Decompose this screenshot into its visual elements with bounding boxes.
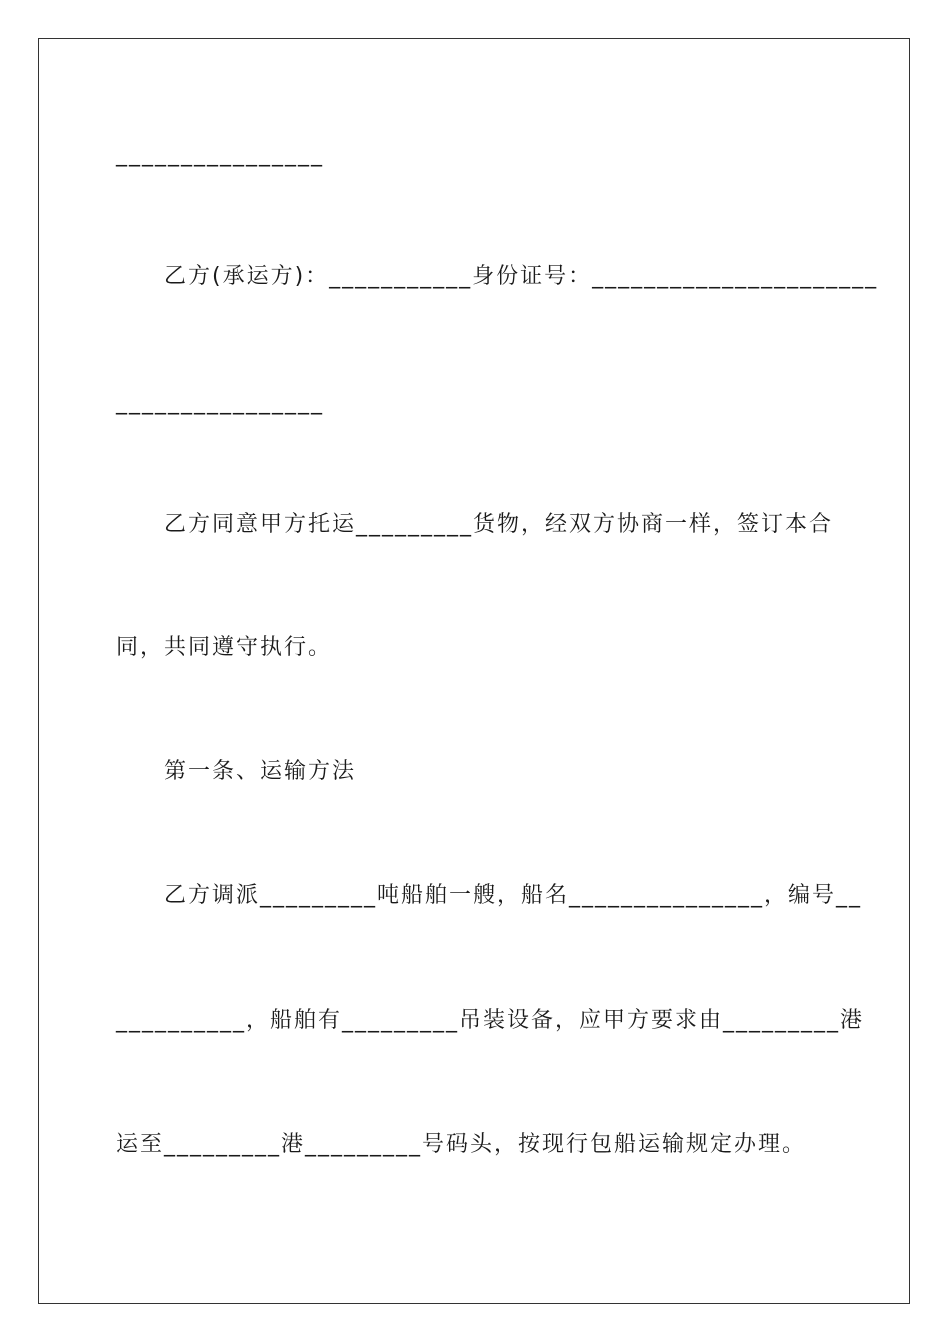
page-border bbox=[38, 38, 910, 1304]
blank-line-2: ________________ bbox=[116, 390, 324, 415]
party-b-carrier-line: 乙方(承运方)：___________身份证号：______________________ bbox=[164, 264, 879, 289]
article-one-line-1: 乙方调派_________吨船舶一艘，船名_______________，编号__ bbox=[164, 883, 863, 908]
agreement-paragraph-line-2: 同，共同遵守执行。 bbox=[116, 635, 333, 660]
article-one-line-3: 运至_________港_________号码头，按现行包船运输规定办理。 bbox=[116, 1132, 807, 1157]
blank-line-1: ________________ bbox=[116, 142, 324, 167]
agreement-paragraph-line-1: 乙方同意甲方托运_________货物，经双方协商一样，签订本合 bbox=[164, 512, 834, 537]
article-one-line-2: __________，船舶有_________吊装设备，应甲方要求由_________港 bbox=[116, 1008, 865, 1033]
article-one-heading: 第一条、运输方法 bbox=[164, 759, 357, 784]
